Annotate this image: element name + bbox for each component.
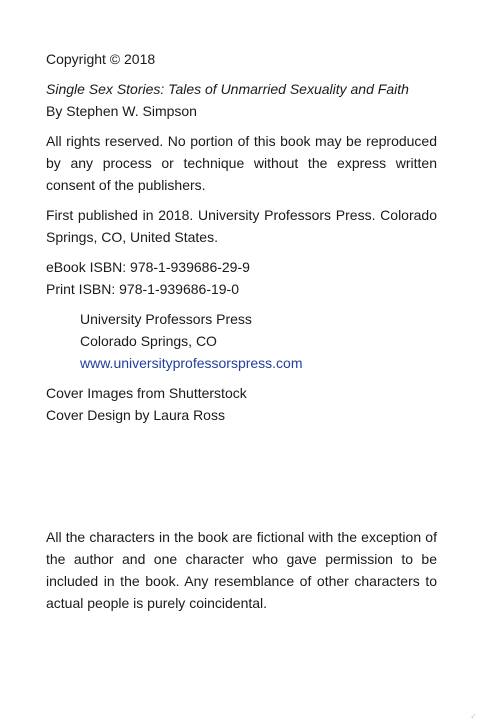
book-title: Single Sex Stories: Tales of Unmarried Sexuality and Faith xyxy=(46,81,409,97)
disclaimer-paragraph: All the characters in the book are fictional with the exception of the author and one character who gave permission to be included in the book. Any resemblance of other characters to actual people is purely coincidental. xyxy=(46,529,437,611)
author-line: By Stephen W. Simpson xyxy=(46,103,197,119)
publisher-website-link[interactable]: www.universityprofessorspress.com xyxy=(80,355,303,371)
publisher-name: University Professors Press xyxy=(80,311,252,327)
cover-design-credit: Cover Design by Laura Ross xyxy=(46,407,225,423)
cover-images-credit: Cover Images from Shutterstock xyxy=(46,385,247,401)
credits-block xyxy=(46,382,437,426)
isbn-block xyxy=(46,256,437,300)
print-isbn: Print ISBN: 978-1-939686-19-0 xyxy=(46,281,239,297)
publisher-block xyxy=(80,308,471,374)
book-info xyxy=(46,78,437,122)
ebook-isbn: eBook ISBN: 978-1-939686-29-9 xyxy=(46,259,250,275)
copyright-line: Copyright © 2018 xyxy=(46,51,156,67)
rights-paragraph: All rights reserved. No portion of this book may be reproduced by any process or technique without the express written consent of the publishers. xyxy=(46,133,437,193)
publisher-location: Colorado Springs, CO xyxy=(80,333,217,349)
first-published-paragraph: First published in 2018. University Professors Press. Colorado Springs, CO, United States. xyxy=(46,207,437,245)
check-mark-icon: ✓ xyxy=(470,712,477,721)
